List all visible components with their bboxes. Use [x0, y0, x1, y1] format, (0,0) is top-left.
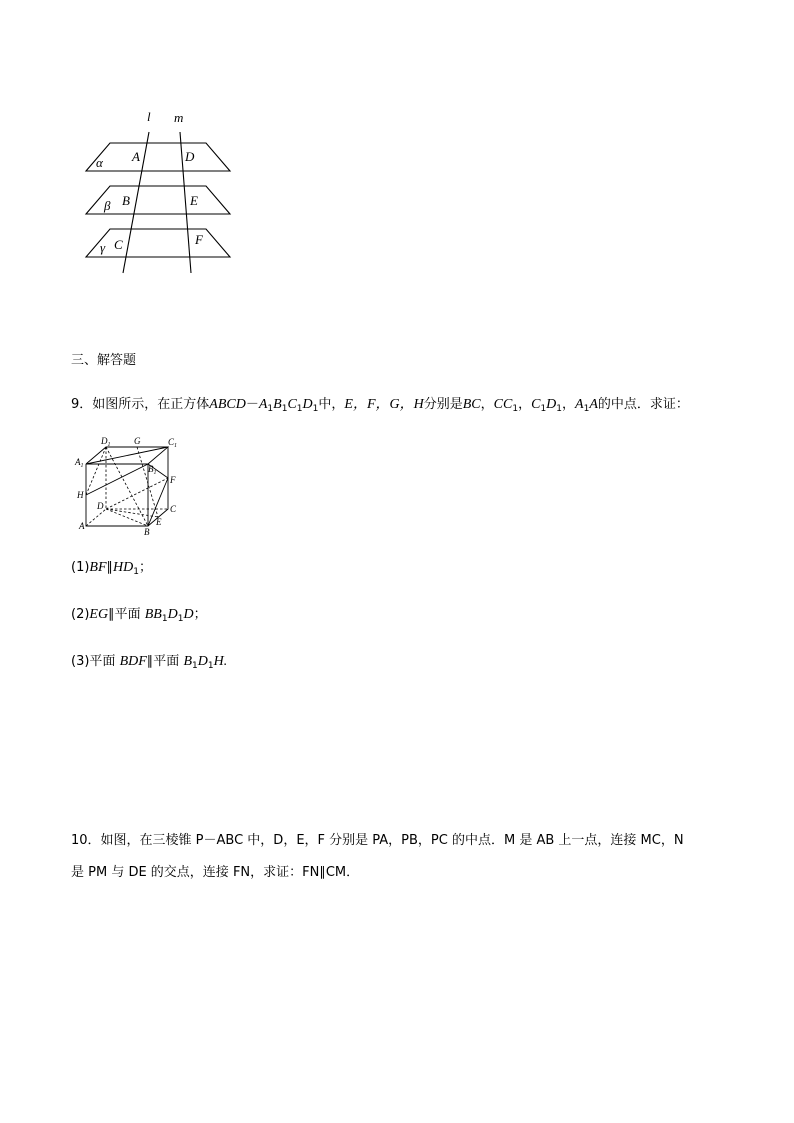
cube-label-b1: $B_1$: [148, 464, 157, 476]
part3-rhs-b: D: [197, 654, 208, 669]
q9-cc: CC: [493, 397, 513, 412]
q9-cube: ABCD: [209, 397, 246, 412]
label-point-f: F: [195, 232, 203, 247]
cube-d-b: [106, 509, 148, 526]
q9-a1a-a: A: [575, 397, 584, 412]
label-point-a: A: [132, 149, 140, 164]
part3-plane1: 平面: [89, 654, 116, 669]
q9-part-2: [71, 606, 207, 628]
part2-num: (2): [71, 607, 90, 622]
cube-d-f: [106, 478, 168, 509]
q9-c1d1-sub-c: 1: [540, 404, 547, 414]
part2-lhs: EG: [89, 607, 109, 622]
part1-num: (1): [71, 560, 90, 575]
part2-sub-b: 1: [177, 614, 184, 624]
q9-dash: －: [245, 397, 259, 412]
part3-lhs: BDF: [119, 654, 147, 669]
question-10-line-2: 是 PM 与 DE 的交点，连接 FN，求证：FN∥CM．: [71, 865, 360, 880]
part1-rhs: HD: [113, 560, 134, 575]
cube-figure: [72, 436, 184, 536]
part2-parallel: ∥: [108, 607, 115, 622]
part3-sub-b: 1: [207, 661, 214, 671]
q9-a1a-sub: 1: [583, 404, 590, 414]
cube-label-d1: $D_1$: [101, 436, 111, 448]
part3-rhs-a: B: [183, 654, 193, 669]
q9-part-1: [71, 559, 152, 581]
part3-rhs-c: H.: [213, 654, 228, 669]
label-point-b: B: [122, 193, 130, 208]
plane-gamma-shape: [86, 229, 230, 257]
cube-h-b1: [86, 464, 148, 495]
part3-plane2: 平面: [153, 654, 180, 669]
part3-num: (3): [71, 654, 90, 669]
section-title: 三、解答题: [71, 353, 137, 368]
q9-c1d1-sub-d: 1: [556, 404, 563, 414]
label-point-c: C: [114, 237, 123, 252]
part2-end: ；: [193, 607, 207, 622]
part1-end: ；: [139, 560, 153, 575]
part3-parallel: ∥: [146, 654, 154, 669]
q9-mid1: 中，: [318, 397, 345, 412]
cube-h-d1: [86, 447, 106, 495]
part3-sub-a: 1: [192, 661, 198, 671]
cube-label-e: E: [156, 517, 162, 527]
q9-c1d1-d: D: [546, 397, 557, 412]
cube-g-e: [137, 447, 158, 517]
q9-b1-sub: 1: [281, 404, 288, 414]
cube-label-a1: $A_1$: [75, 457, 84, 469]
cube-label-c1: $C_1$: [168, 437, 178, 449]
q9-cc-sub: 1: [512, 404, 519, 414]
question-10-line-1: 10．如图，在三棱锥 P－ABC 中，D，E，F 分别是 PA，PB，PC 的中点．M 是 AB 上一点，连接 MC，N: [71, 833, 684, 848]
cube-a1-c1: [86, 447, 168, 464]
q9-suffix: 的中点．求证：: [597, 397, 689, 412]
part1-sub: 1: [133, 567, 139, 577]
cube-label-f: F: [170, 475, 176, 485]
label-line-m: m: [174, 110, 184, 125]
q9-mid2: 分别是: [423, 397, 463, 412]
q9-c1: C: [287, 397, 297, 412]
cube-a-d: [86, 509, 106, 526]
q9-comma1: ，: [480, 397, 494, 412]
q9-part-3: [71, 653, 227, 675]
cube-label-b: B: [144, 527, 150, 536]
q9-a1-sub: 1: [267, 404, 274, 414]
question-9-text: [71, 396, 689, 418]
q9-points: E，F，G，H: [344, 397, 424, 412]
parallel-planes-figure: [80, 105, 240, 280]
label-plane-alpha: α: [96, 155, 103, 170]
part2-rhs-c: D: [183, 607, 194, 622]
cube-label-a: A: [79, 521, 85, 531]
label-line-l: l: [147, 109, 151, 124]
q9-b1: B: [273, 397, 282, 412]
label-point-e: E: [190, 193, 198, 208]
cube-d-e: [106, 509, 158, 517]
part2-rhs-b: D: [167, 607, 178, 622]
q9-a1: A: [258, 397, 268, 412]
cube-label-g: G: [134, 436, 141, 446]
part2-rhs-a: BB: [144, 607, 162, 622]
q9-c1d1-c: C: [531, 397, 541, 412]
part1-lhs: BF: [89, 560, 107, 575]
plane-alpha-shape: [86, 143, 230, 171]
q9-d1: D: [302, 397, 313, 412]
q9-comma2: ，: [518, 397, 532, 412]
q9-a1a-end: A: [589, 397, 598, 412]
q9-d1-sub: 1: [312, 404, 319, 414]
q9-c1-sub: 1: [296, 404, 303, 414]
cube-label-h: H: [77, 490, 84, 500]
part1-parallel: ∥: [106, 560, 114, 575]
q9-comma3: ，: [562, 397, 576, 412]
q9-bc: BC: [462, 397, 481, 412]
part2-sub-a: 1: [161, 614, 168, 624]
label-plane-gamma: γ: [100, 240, 106, 255]
q9-prefix: 9．如图所示，在正方体: [71, 397, 210, 412]
label-point-d: D: [185, 149, 195, 164]
cube-label-c: C: [170, 504, 177, 514]
cube-label-d: D: [97, 501, 104, 511]
label-plane-beta: β: [104, 198, 111, 213]
part2-plane: 平面: [114, 607, 141, 622]
